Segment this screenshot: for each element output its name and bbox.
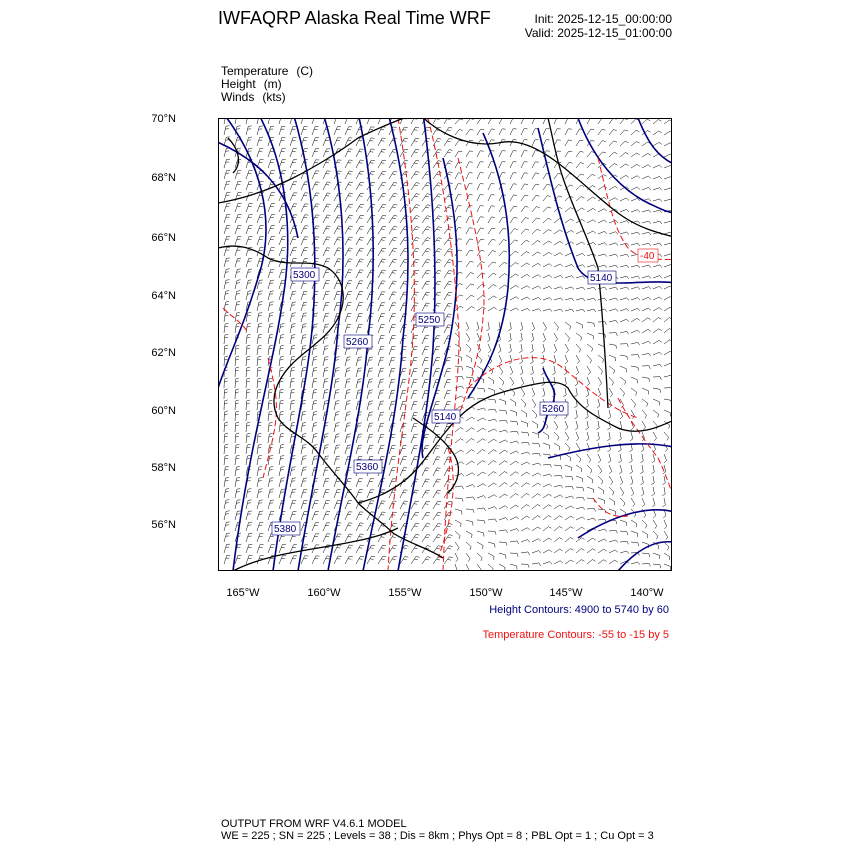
height-contour-label: 5260 [346,337,369,348]
field-unit: (kts) [262,90,286,104]
height-contour-label: 5360 [356,462,379,473]
lon-label-160w: 160°W [307,587,341,599]
field-unit: (C) [296,64,314,78]
field-temperature [221,64,313,78]
field-name: Temperature [221,64,289,78]
lat-label-56n: 56°N [151,519,176,531]
lat-label-64n: 64°N [151,290,176,302]
field-height [221,77,282,91]
model-info-line2: WE = 225 ; SN = 225 ; Levels = 38 ; Dis = 8km ; Phys Opt = 8 ; PBL Opt = 1 ; Cu Opt = 3 [221,830,654,842]
temperature-contour-label: -40 [640,251,655,262]
field-unit: (m) [263,77,282,91]
height-contour-label: 5380 [274,524,297,535]
lat-label-68n: 68°N [151,172,176,184]
height-contour-label: 5140 [434,412,457,423]
model-info-line1: OUTPUT FROM WRF V4.6.1 MODEL [221,818,407,830]
lon-label-145w: 145°W [549,587,583,599]
init-time: Init: 2025-12-15_00:00:00 [534,12,672,26]
lon-label-165w: 165°W [226,587,260,599]
height-contour-label: 5300 [293,270,316,281]
lat-label-58n: 58°N [151,462,176,474]
lon-label-150w: 150°W [469,587,503,599]
field-name: Winds [221,90,255,104]
temperature-contour-note: Temperature Contours: -55 to -15 by 5 [482,629,669,641]
height-contour-label: 5140 [590,273,613,284]
map-title: IWFAQRP Alaska Real Time WRF [218,8,491,28]
lat-label-60n: 60°N [151,405,176,417]
weather-map [218,118,672,571]
field-name: Height [221,77,256,91]
height-contour-label: 5260 [542,404,565,415]
height-contour-note: Height Contours: 4900 to 5740 by 60 [489,604,669,616]
valid-time: Valid: 2025-12-15_01:00:00 [524,26,672,40]
lat-label-66n: 66°N [151,232,176,244]
field-winds [221,90,286,104]
height-contour-label: 5250 [418,315,441,326]
lat-label-70n: 70°N [151,113,176,125]
lat-label-62n: 62°N [151,347,176,359]
lon-label-155w: 155°W [388,587,422,599]
lon-label-140w: 140°W [630,587,664,599]
